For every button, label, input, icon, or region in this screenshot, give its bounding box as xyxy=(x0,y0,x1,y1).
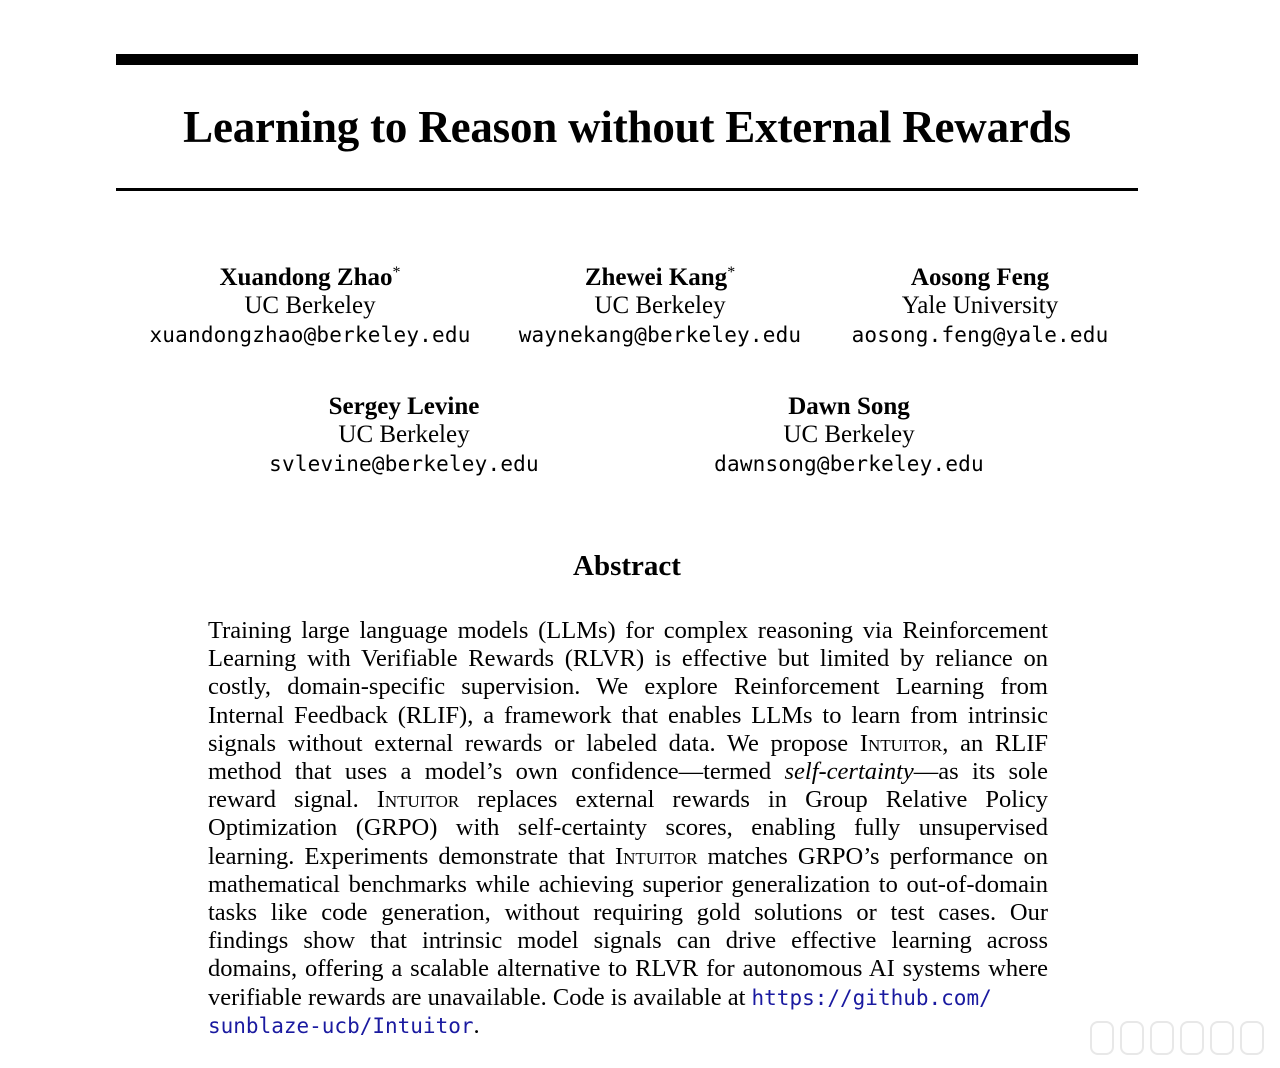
top-rule xyxy=(116,54,1138,65)
author-affiliation: UC Berkeley xyxy=(244,292,376,319)
watermark-glyph xyxy=(1120,1021,1144,1055)
author-block xyxy=(519,264,802,350)
author-affiliation: UC Berkeley xyxy=(338,421,470,448)
author-email[interactable]: xuandongzhao@berkeley.edu xyxy=(149,323,471,347)
author-block xyxy=(852,264,1109,350)
author-name: Aosong Feng xyxy=(910,264,1050,291)
author-block xyxy=(269,393,539,479)
author-email[interactable]: dawnsong@berkeley.edu xyxy=(714,452,984,476)
faded-watermark-marks xyxy=(1090,1018,1270,1058)
author-block xyxy=(149,264,470,350)
author-block xyxy=(714,393,984,479)
author-name: Zhewei Kang* xyxy=(584,264,736,291)
abstract-text: Training large language models (LLMs) for complex reasoning via Reinforcement Learning with Verifiable Rewards (RLVR) is effective but limited by reliance on costly, domain-specific supervision. We explore Reinforcement Learning from Internal Feedback (RLIF), a framework that enables LLMs to learn from intrinsic signals without external rewards or labeled data. We propose Intuitor, an RLIF method that uses a model’s own confidence—termed self-certainty—as its sole reward signal. Intuitor replaces external rewards in Group Relative Policy Optimization (GRPO) with self-certainty scores, enabling fully unsupervised learning. Experiments demonstrate that Intuitor matches GRPO’s performance on mathematical benchmarks while achieving superior generalization to out-of-domain tasks like code generation, without requiring gold solutions or test cases. Our findings show that intrinsic model signals can drive effective learning across domains, offering a scalable alternative to RLVR for autonomous AI systems where verifiable rewards are unavailable. Code is available at https://github.com/ sunblaze-ucb/Intuitor. xyxy=(208,617,1048,1039)
author-affiliation: Yale University xyxy=(901,292,1059,319)
watermark-glyph xyxy=(1090,1021,1114,1055)
self-certainty-term: self-certainty xyxy=(784,758,914,786)
paper-title: Learning to Reason without External Rewards xyxy=(183,102,1071,152)
equal-contribution-mark: * xyxy=(392,264,401,281)
author-name: Dawn Song xyxy=(788,393,910,420)
method-name: Intuitor xyxy=(615,842,698,870)
author-affiliation: UC Berkeley xyxy=(594,292,726,319)
watermark-glyph xyxy=(1180,1021,1204,1055)
author-affiliation: UC Berkeley xyxy=(783,421,915,448)
equal-contribution-mark: * xyxy=(727,264,736,281)
abstract-heading: Abstract xyxy=(573,550,681,582)
code-link[interactable]: https://github.com/ sunblaze-ucb/Intuitor xyxy=(208,985,992,1038)
author-name: Sergey Levine xyxy=(328,393,480,420)
watermark-glyph xyxy=(1150,1021,1174,1055)
watermark-glyph xyxy=(1240,1021,1264,1055)
title-rule xyxy=(116,188,1138,191)
author-email[interactable]: aosong.feng@yale.edu xyxy=(851,323,1109,347)
author-name: Xuandong Zhao* xyxy=(219,264,401,291)
watermark-glyph xyxy=(1210,1021,1234,1055)
author-email[interactable]: svlevine@berkeley.edu xyxy=(269,452,539,476)
method-name: Intuitor xyxy=(859,729,943,757)
author-email[interactable]: waynekang@berkeley.edu xyxy=(518,323,802,347)
method-name: Intuitor xyxy=(376,786,460,814)
